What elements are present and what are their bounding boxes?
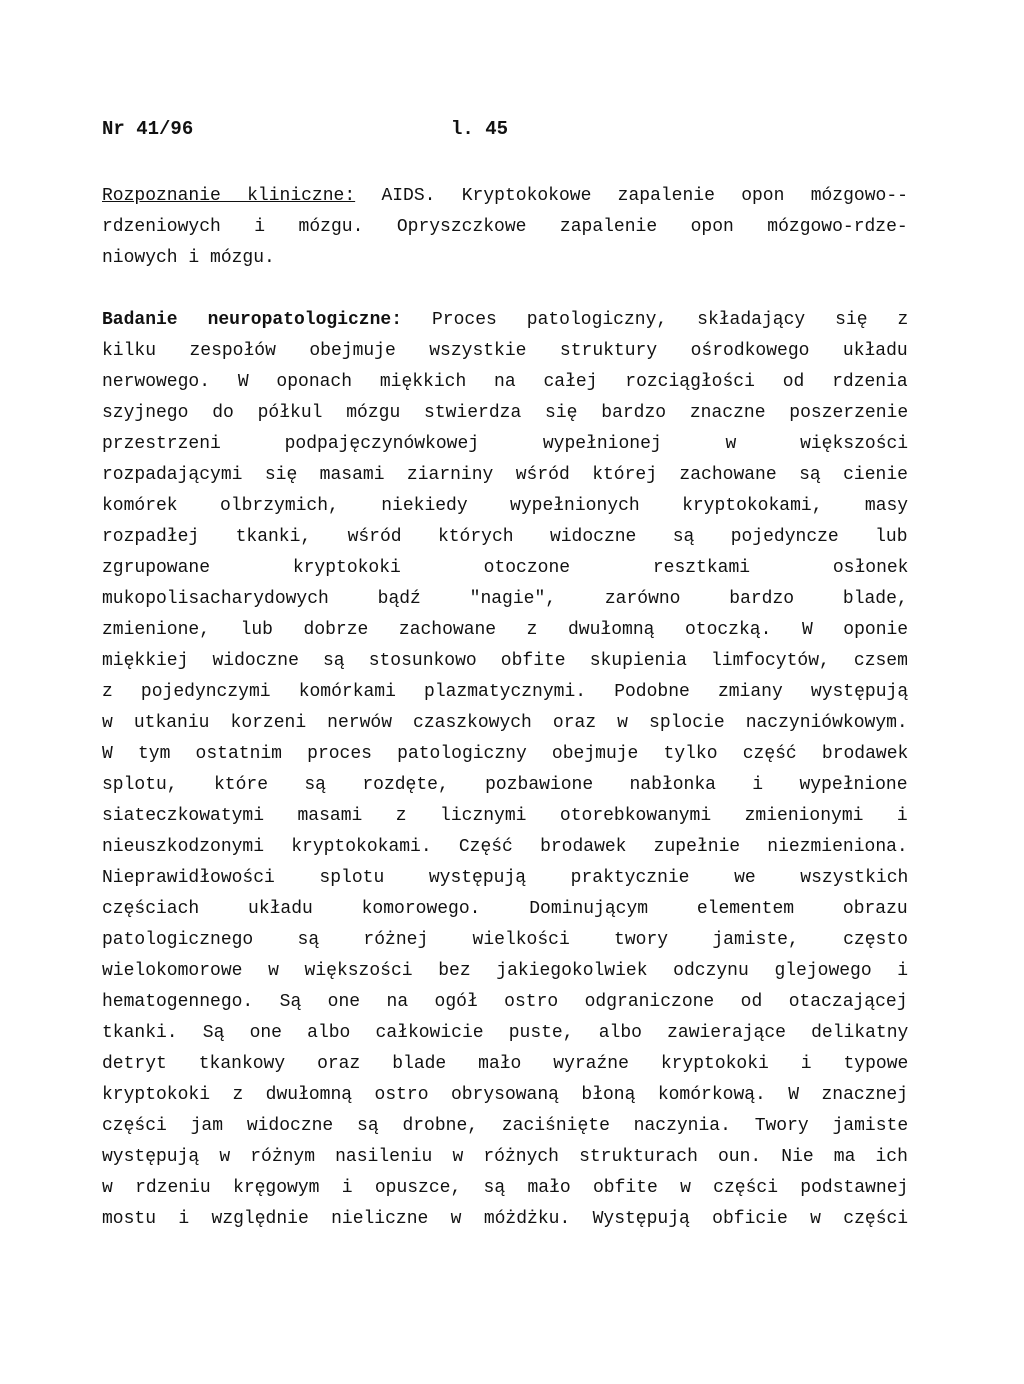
text-line: niowych i mózgu. [102,248,275,268]
text-line: w rdzeniu kręgowym i opuszce, są mało obfite w części podstawnej [102,1178,908,1198]
text-line: kilku zespołów obejmuje wszystkie struktury ośrodkowego układu [102,341,908,361]
clinical-diagnosis-paragraph [102,181,908,274]
text-line: mukopolisacharydowych bądź "nagie", zarówno bardzo blade, [102,589,908,609]
text-line: z pojedynczymi komórkami plazmatycznymi. Podobne zmiany występują [102,682,908,702]
text-line-content: AIDS. Kryptokokowe zapalenie opon mózgowo-- [355,186,908,206]
text-line: rozpadającymi się masami ziarniny wśród której zachowane są cienie [102,465,908,485]
neuropathology-paragraph [102,305,908,1235]
text-line: częściach układu komorowego. Dominującym elementem obrazu [102,899,908,919]
text-line: mostu i względnie nieliczne w móżdżku. Występują obficie w części [102,1209,908,1229]
text-line: tkanki. Są one albo całkowicie puste, albo zawierające delikatny [102,1023,908,1043]
text-line: kryptokoki z dwułomną ostro obrysowaną błoną komórkową. W znacznej [102,1085,908,1105]
text-line: części jam widoczne są drobne, zaciśnięte naczynia. Twory jamiste [102,1116,908,1136]
text-line: detryt tkankowy oraz blade mało wyraźne kryptokoki i typowe [102,1054,908,1074]
text-line: wielokomorowe w większości bez jakiegokolwiek odczynu glejowego i [102,961,908,981]
text-line: zmienione, lub dobrze zachowane z dwułomną otoczką. W oponie [102,620,908,640]
document-page [102,118,908,1235]
text-line: nieuszkodzonymi kryptokokami. Część brodawek zupełnie niezmieniona. [102,837,908,857]
text-line: przestrzeni podpajęczynówkowej wypełnionej w większości [102,434,908,454]
text-line-content: Proces patologiczny, składający się z [402,310,908,330]
text-line [102,181,908,212]
text-line: hematogennego. Są one na ogół ostro odgraniczone od otaczającej [102,992,908,1012]
text-line: zgrupowane kryptokoki otoczone resztkami osłonek [102,558,908,578]
text-line: W tym ostatnim proces patologiczny obejmuje tylko część brodawek [102,744,908,764]
page-header [102,118,908,148]
page-number: l. 45 [451,118,509,140]
text-line: splotu, które są rozdęte, pozbawione nabłonka i wypełnione [102,775,908,795]
text-line: występują w różnym nasileniu w różnych strukturach oun. Nie ma ich [102,1147,908,1167]
text-line [102,305,908,336]
text-line: nerwowego. W oponach miękkich na całej rozciągłości od rdzenia [102,372,908,392]
text-line: komórek olbrzymich, niekiedy wypełnionych kryptokokami, masy [102,496,908,516]
text-line: w utkaniu korzeni nerwów czaszkowych oraz w splocie naczyniówkowym. [102,713,908,733]
text-line: szyjnego do półkul mózgu stwierdza się bardzo znaczne poszerzenie [102,403,908,423]
text-line: patologicznego są różnej wielkości twory jamiste, często [102,930,908,950]
clinical-diagnosis-label: Rozpoznanie kliniczne: [102,186,356,206]
document-number: Nr 41/96 [102,118,194,140]
neuropathology-label: Badanie neuropatologiczne: [102,310,403,330]
text-line: siateczkowatymi masami z licznymi otorebkowanymi zmienionymi i [102,806,908,826]
text-line: Nieprawidłowości splotu występują praktycznie we wszystkich [102,868,908,888]
text-line: miękkiej widoczne są stosunkowo obfite skupienia limfocytów, czsem [102,651,908,671]
text-line: rdzeniowych i mózgu. Opryszczkowe zapalenie opon mózgowo-rdze- [102,217,908,237]
text-line: rozpadłej tkanki, wśród których widoczne są pojedyncze lub [102,527,908,547]
